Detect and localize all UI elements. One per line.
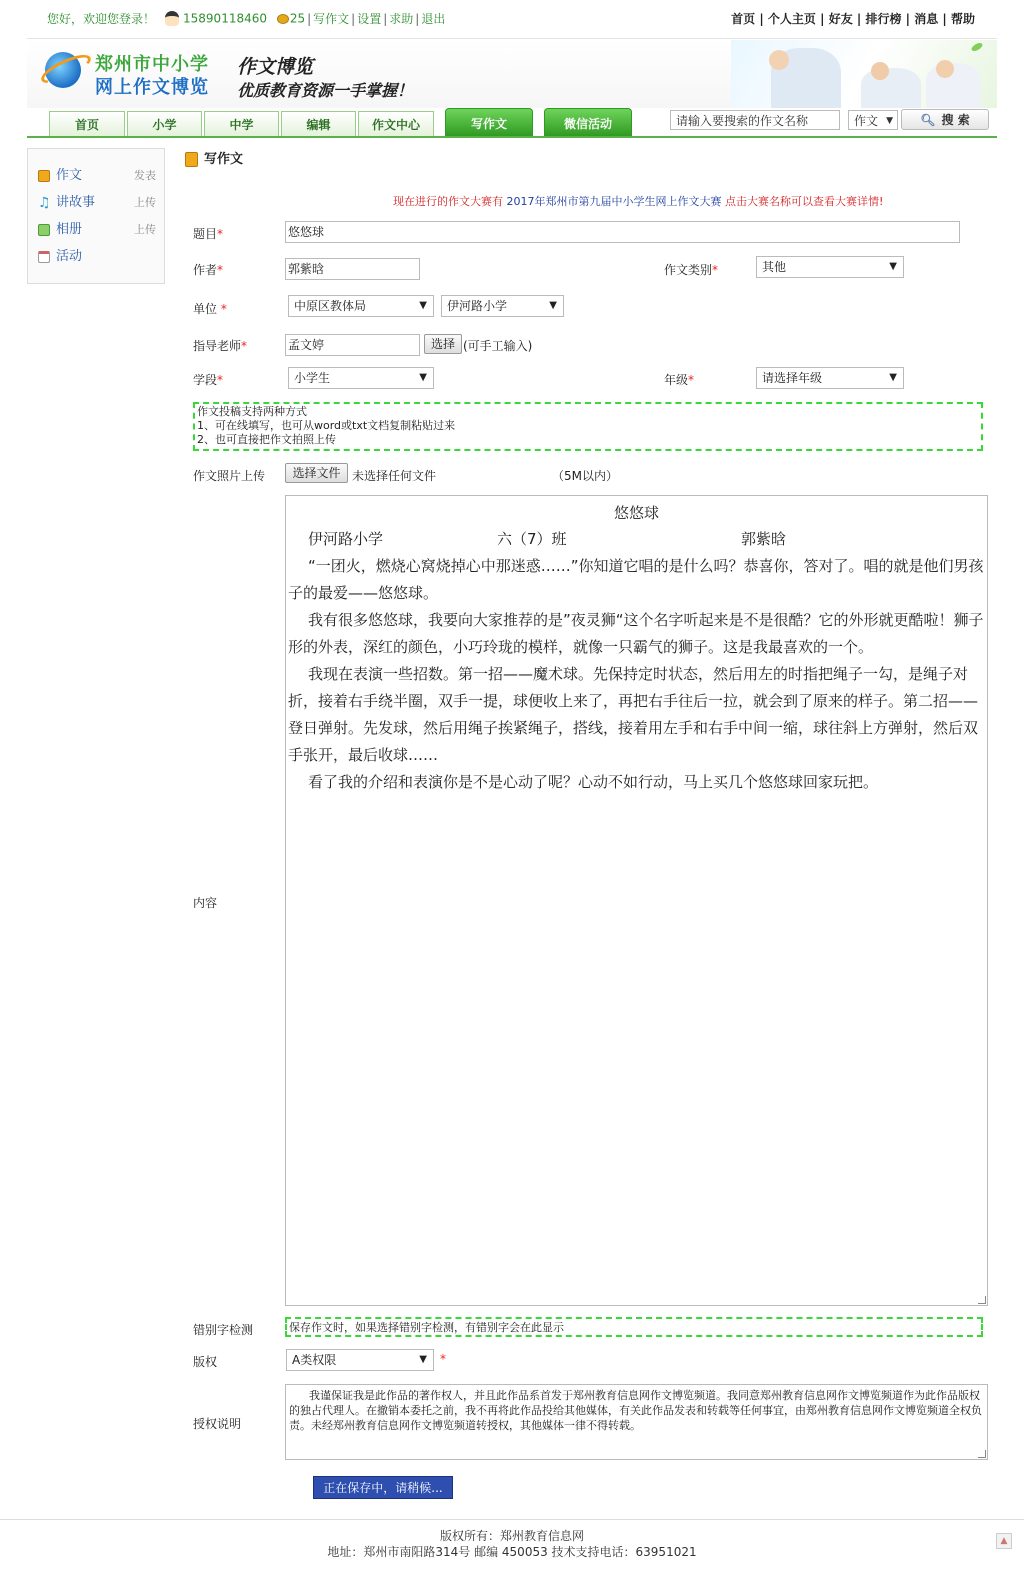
stage-select[interactable] <box>288 367 434 389</box>
notebook-icon <box>185 152 198 167</box>
author-input[interactable]: 郭紫晗 <box>285 258 420 280</box>
tab-home[interactable]: 首页 <box>49 111 125 136</box>
article-paragraph: “一团火，燃烧心窝烧掉心中那迷惑……”你知道它唱的是什么吗？恭喜你，答对了。唱的就是他们男孩子的最爱——悠悠球。 <box>288 557 984 602</box>
copyright-select[interactable] <box>286 1349 434 1371</box>
slogan-line2: 优质教育资源一手掌握！ <box>237 81 414 100</box>
tab-write[interactable]: 写作文 <box>445 108 533 136</box>
tip-line: 1、可在线填写，也可从word或txt文档复制粘贴过来 <box>197 419 456 432</box>
contest-notice <box>393 193 883 209</box>
chevron-down-icon: ▼ <box>419 300 427 311</box>
header-banner <box>27 40 997 108</box>
welcome-text: 您好，欢迎您登录！ <box>47 12 156 26</box>
search-type-select[interactable] <box>848 110 898 130</box>
submission-tips <box>193 402 983 451</box>
sidebar-item-essay[interactable] <box>38 164 156 188</box>
unit-school-value: 伊河路小学 <box>447 299 508 313</box>
chevron-down-icon: ▼ <box>419 372 427 383</box>
footer-address: 地址：郑州市南阳路314号 邮编 450053 技术支持电话：63951021 <box>327 1545 697 1559</box>
article-title: 悠悠球 <box>613 504 659 522</box>
content-textarea[interactable] <box>285 495 988 1306</box>
stage-label: 学段* <box>193 373 224 387</box>
notebook-icon <box>38 170 50 182</box>
unit-district-value: 中原区教体局 <box>294 299 367 313</box>
title-label: 题目* <box>193 227 224 241</box>
teacher-select-button[interactable]: 选择 <box>424 334 462 354</box>
music-note-icon: ♫ <box>38 194 51 211</box>
footer-copyright: 版权所有：郑州教育信息网 <box>439 1529 584 1543</box>
coin-icon <box>277 14 289 24</box>
unit-district-select[interactable] <box>288 295 434 317</box>
copyright-label: 版权 <box>193 1355 218 1369</box>
category-label: 作文类别* <box>664 263 719 277</box>
article-paragraph: 我现在表演一些招数。第一招——魔术球。先保持定时状态，然后用左的时指把绳子一勾，是绳子对折，接着右手绕半圈，双手一提，球便收上来了，再把右手往后一拉，就会到了原来的样子。第二招——登日弹射。先发球，然后用绳子挨紧绳子，搭线，接着用左手和右手中间一缩，球往斜上方弹射，然后双手张开，最后收球…… <box>288 665 979 764</box>
back-to-top-icon[interactable]: ▲ <box>996 1533 1012 1549</box>
link-logout[interactable]: 退出 <box>421 12 446 26</box>
file-status: 未选择任何文件 <box>352 469 437 483</box>
logo-globe-icon[interactable] <box>45 52 81 88</box>
article-paragraph: 看了我的介绍和表演你是不是心动了呢？心动不如行动，马上买几个悠悠球回家玩把。 <box>308 773 879 791</box>
link-help-top[interactable]: 帮助 <box>950 12 975 26</box>
typo-check-label: 错别字检测 <box>193 1323 254 1337</box>
article-school: 伊河路小学 <box>308 530 384 548</box>
contest-link[interactable]: 2017年郑州市第九届中小学生网上作文大赛 <box>506 195 722 208</box>
save-button[interactable]: 正在保存中，请稍候... <box>313 1476 453 1499</box>
stage-value: 小学生 <box>294 371 331 385</box>
user-info: 您好，欢迎您登录！ 15890118460 25 | 写作文 | 设置 | 求助 | 退出 <box>47 11 446 26</box>
contest-suffix: 点击大赛名称可以查看大赛详情! <box>725 195 884 208</box>
chevron-down-icon: ▼ <box>886 116 893 126</box>
link-ranking[interactable]: 排行榜 <box>865 12 902 26</box>
search-button[interactable] <box>901 109 989 130</box>
resize-grip-icon[interactable] <box>978 1450 986 1458</box>
file-size-limit: （5M以内） <box>552 469 618 483</box>
chevron-down-icon: ▼ <box>889 261 897 272</box>
sidebar-item-label: 活动 <box>56 249 83 264</box>
grade-select[interactable] <box>756 367 904 389</box>
search-button-label: 搜 索 <box>941 113 970 127</box>
tab-editor[interactable]: 编辑 <box>281 111 356 136</box>
article-body <box>286 553 987 796</box>
article-paragraph: 我有很多悠悠球，我要向大家推荐的是”夜灵狮“这个名字听起来是不是很酷？它的外形就更酷啦！狮子形的外表，深红的颜色，小巧玲珑的模样，就像一只霸气的狮子。这是我最喜欢的一个。 <box>288 611 984 656</box>
chevron-down-icon: ▼ <box>549 300 557 311</box>
sidebar-item-album[interactable] <box>38 218 156 242</box>
top-bar <box>27 0 997 39</box>
sidebar-item-action[interactable]: 上传 <box>134 196 156 209</box>
tab-wechat[interactable]: 微信活动 <box>544 108 632 136</box>
title-input[interactable]: 悠悠球 <box>285 221 960 243</box>
authorization-textarea[interactable] <box>285 1384 988 1460</box>
grade-value: 请选择年级 <box>762 371 823 385</box>
logo-title-line1: 郑州市中小学 <box>95 54 209 75</box>
photo-icon <box>38 224 50 236</box>
link-messages[interactable]: 消息 <box>914 12 939 26</box>
footer <box>0 1519 1024 1560</box>
link-profile[interactable]: 个人主页 <box>767 12 816 26</box>
avatar-icon <box>165 11 179 26</box>
resize-grip-icon[interactable] <box>978 1296 986 1304</box>
coin-count: 25 <box>289 11 306 26</box>
page-title <box>185 148 243 167</box>
article-class: 六（7）班 <box>497 530 567 548</box>
calendar-icon <box>38 251 50 263</box>
teacher-hint: (可手工输入) <box>463 339 533 353</box>
tab-middle[interactable]: 中学 <box>204 111 279 136</box>
search-input[interactable]: 请输入要搜索的作文名称 <box>670 110 840 130</box>
typo-check-area: 保存作文时，如果选择错别字检测，有错别字会在此显示 <box>285 1317 983 1337</box>
link-friends[interactable]: 好友 <box>828 12 853 26</box>
category-value: 其他 <box>762 260 787 274</box>
link-help[interactable]: 求助 <box>389 12 414 26</box>
teacher-label: 指导老师* <box>193 339 248 353</box>
authorization-text: 我谨保证我是此作品的著作权人，并且此作品系首发于郑州教育信息网作文博览频道。我同意郑州教育信息网作文博览频道作为此作品版权的独占代理人。在撤销本委托之前，我不再将此作品投给其他媒体，有关此作品发表和转载等任何事宜，由郑州教育信息网作文博览频道全权负责。未经郑州教育信息网作文博览频道转授权，其他媒体一律不得转载。 <box>289 1389 982 1432</box>
link-home[interactable]: 首页 <box>731 12 756 26</box>
chevron-down-icon: ▼ <box>889 372 897 383</box>
link-settings[interactable]: 设置 <box>357 12 382 26</box>
sidebar-item-activity[interactable] <box>38 245 156 269</box>
authorization-label: 授权说明 <box>193 1417 242 1431</box>
main-nav <box>27 108 997 138</box>
sidebar-item-label: 作文 <box>56 168 83 183</box>
photo-upload-label: 作文照片上传 <box>193 469 266 483</box>
grade-label: 年级* <box>664 373 695 387</box>
category-select[interactable] <box>756 256 904 278</box>
sidebar-item-action[interactable]: 上传 <box>134 223 156 236</box>
copyright-value: A类权限 <box>292 1353 337 1367</box>
sidebar <box>27 148 165 284</box>
content-label: 内容 <box>193 896 218 910</box>
teacher-input[interactable]: 孟文婷 <box>285 334 420 356</box>
search-type-value: 作文 <box>854 114 879 128</box>
tab-essay-center[interactable]: 作文中心 <box>358 111 434 136</box>
unit-label: 单位 * <box>193 302 227 316</box>
logo-title-line2: 网上作文博览 <box>95 77 209 98</box>
user-phone[interactable]: 15890118460 <box>183 11 267 26</box>
banner-photo <box>731 40 997 108</box>
article-author: 郭紫晗 <box>741 530 787 548</box>
sidebar-item-label: 讲故事 <box>56 195 96 210</box>
choose-file-button[interactable]: 选择文件 <box>285 463 348 483</box>
tip-line: 作文投稿支持两种方式 <box>197 405 307 418</box>
link-write[interactable]: 写作文 <box>313 12 350 26</box>
sidebar-item-action[interactable]: 发表 <box>134 169 156 182</box>
required-mark: * <box>440 1352 446 1366</box>
top-right-links: 首页 | 个人主页 | 好友 | 排行榜 | 消息 | 帮助 <box>731 12 975 26</box>
tab-primary[interactable]: 小学 <box>127 111 202 136</box>
search-icon: 🔍︎ <box>920 113 936 127</box>
page-title-text: 写作文 <box>204 152 244 167</box>
sidebar-item-label: 相册 <box>56 222 83 237</box>
author-label: 作者* <box>193 263 224 277</box>
unit-school-select[interactable] <box>441 295 564 317</box>
tip-line: 2、也可直接把作文拍照上传 <box>197 433 336 446</box>
contest-prefix: 现在进行的作文大赛有 <box>393 195 503 208</box>
sidebar-item-story[interactable] <box>38 191 156 215</box>
chevron-down-icon: ▼ <box>419 1354 427 1365</box>
slogan-line1: 作文博览 <box>237 56 314 78</box>
